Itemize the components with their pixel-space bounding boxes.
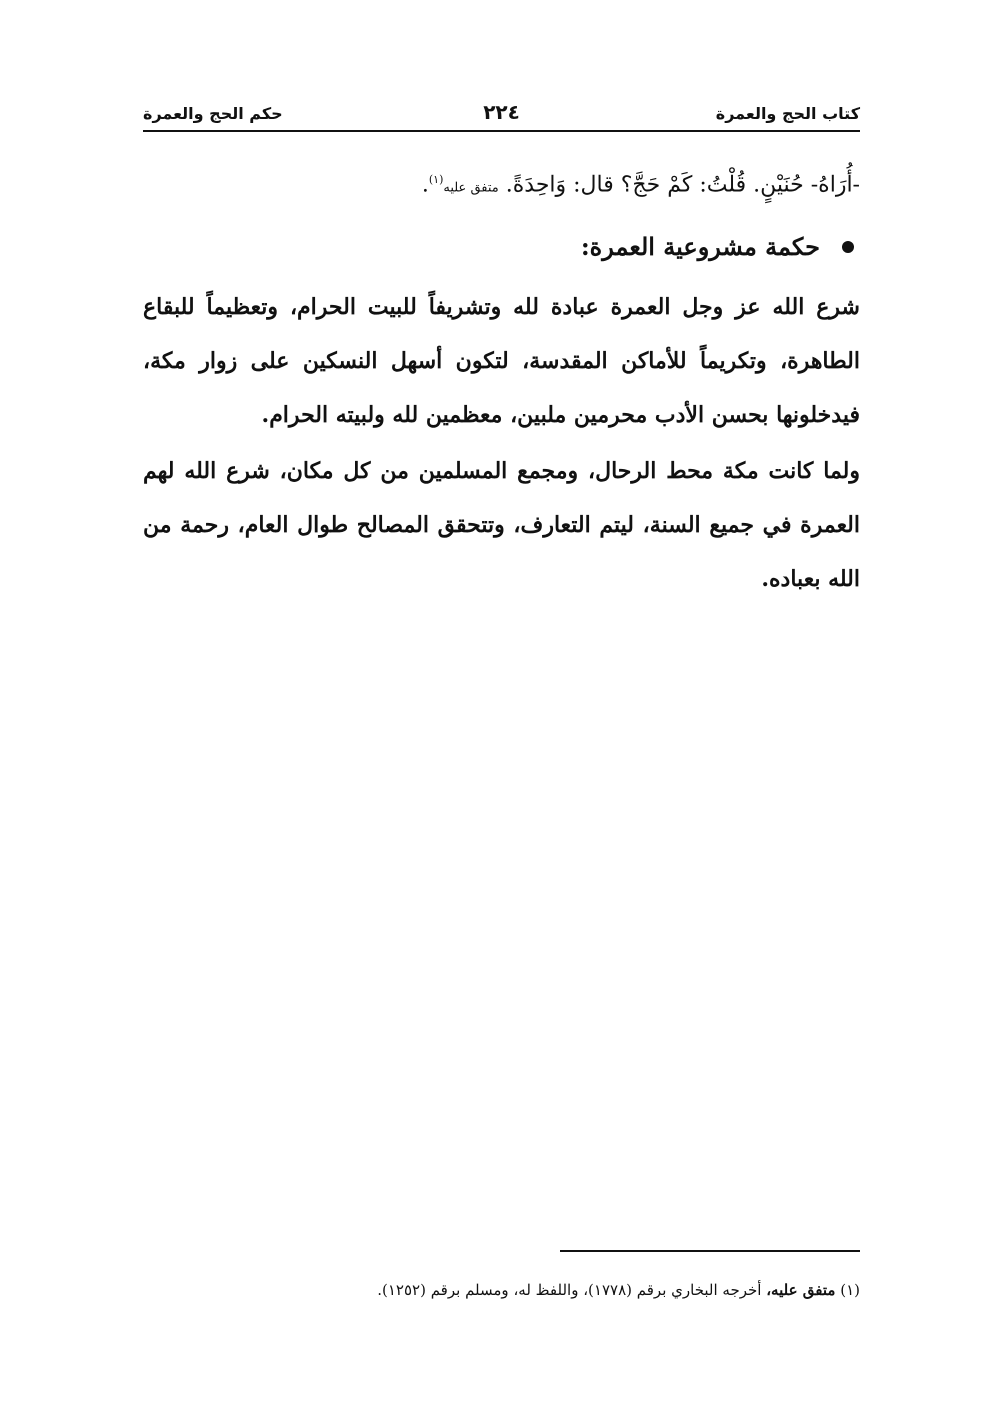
footnote-marker[interactable]: (١) xyxy=(428,173,444,186)
running-header xyxy=(143,100,860,132)
hadith-text: -أُرَاهُ- حُنَيْنٍ. قُلْتُ: كَمْ حَجَّ؟ قال: وَاحِدَةً. xyxy=(505,172,860,198)
bullet-icon xyxy=(842,241,854,253)
main-content xyxy=(143,158,860,606)
hadith-attribution: متفق عليه xyxy=(443,180,499,196)
footnote-divider xyxy=(560,1250,860,1252)
footnote-lead: متفق عليه، xyxy=(766,1281,836,1299)
footnote-text: أخرجه البخاري برقم (١٧٧٨)، واللفظ له، ومسلم برقم (١٢٥٢). xyxy=(377,1281,762,1299)
footnote xyxy=(143,1278,860,1302)
hadith-continuation xyxy=(143,158,860,210)
paragraph: ولما كانت مكة محط الرحال، ومجمع المسلمين من كل مكان، شرع الله لهم العمرة في جميع السنة، ليتم التعارف، وتتحقق المصالح طوال العام، رحمة من الله بعباده. xyxy=(143,458,860,593)
page-number: ٢٢٤ xyxy=(483,100,520,124)
footnote-number: (١) xyxy=(840,1281,860,1299)
book-title: كتاب الحج والعمرة xyxy=(715,104,860,123)
hadith-end: . xyxy=(421,172,429,198)
section-heading xyxy=(143,222,860,272)
paragraph: شرع الله عز وجل العمرة عبادة لله وتشريفاً للبيت الحرام، وتعظيماً للبقاع الطاهرة، وتكريماً للأماكن المقدسة، لتكون أسهل النسكين على زوار مكة، فيدخلونها بحسن الأدب محرمين ملبين، معظمين لله ولبيته الحرام. xyxy=(143,294,860,429)
chapter-title: حكم الحج والعمرة xyxy=(143,104,283,123)
section-heading-text: حكمة مشروعية العمرة: xyxy=(580,232,820,262)
